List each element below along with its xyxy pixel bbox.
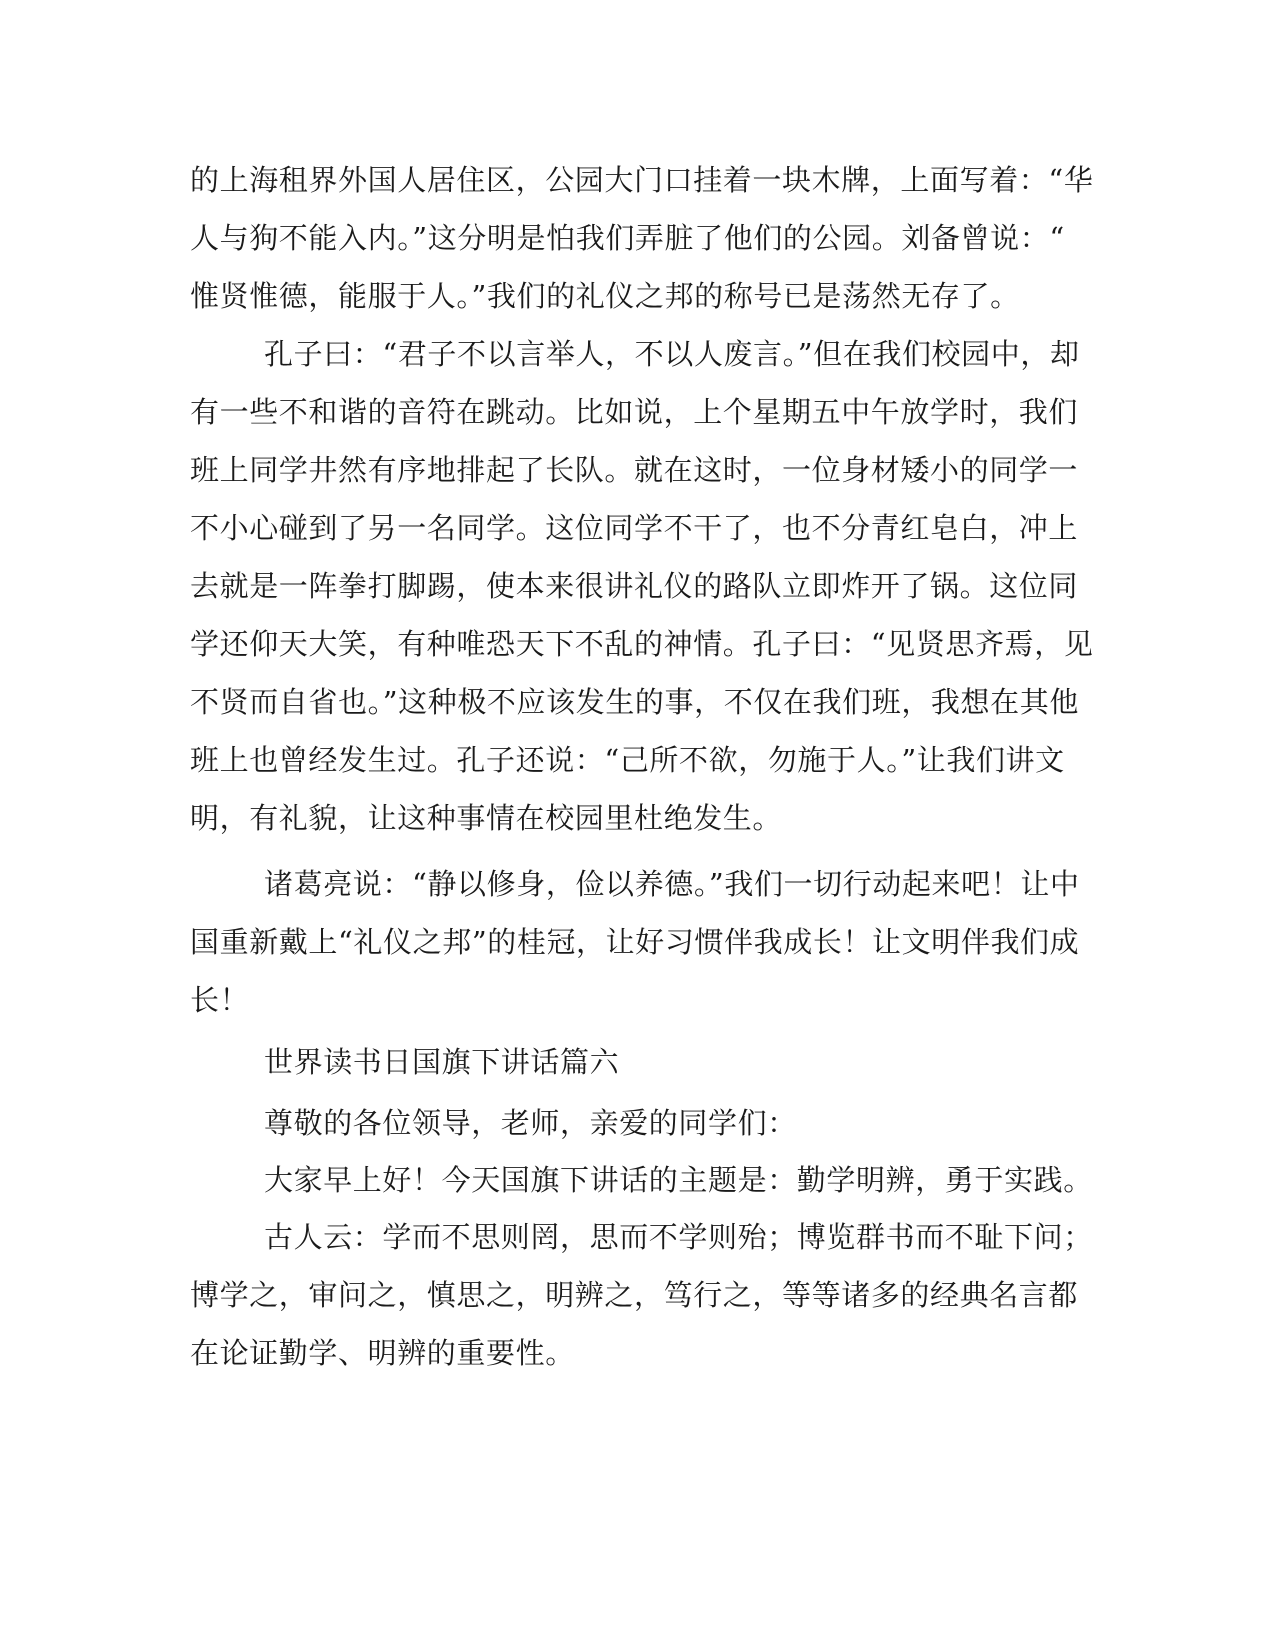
text-line: 不贤而自省也。”这种极不应该发生的事，不仅在我们班，我想在其他 (190, 685, 1079, 719)
text-line: 博学之，审问之，慎思之，明辨之，笃行之，等等诸多的经典名言都 (190, 1278, 1079, 1312)
text-line: 长！ (190, 983, 250, 1017)
text-line: 人与狗不能入内。”这分明是怕我们弄脏了他们的公园。刘备曾说：“ (190, 221, 1065, 255)
text-line: 明，有礼貌，让这种事情在校园里杜绝发生。 (190, 801, 783, 835)
text-line: 不小心碰到了另一名同学。这位同学不干了，也不分青红皂白，冲上 (190, 511, 1079, 545)
paragraph-start-line: 古人云：学而不思则罔，思而不学则殆；博览群书而不耻下问； (264, 1220, 1093, 1254)
text-line: 的上海租界外国人居住区，公园大门口挂着一块木牌，上面写着：“华 (190, 163, 1094, 197)
text-line: 班上也曾经发生过。孔子还说：“己所不欲，勿施于人。”让我们讲文 (190, 743, 1065, 777)
text-line: 有一些不和谐的音符在跳动。比如说，上个星期五中午放学时，我们 (190, 395, 1079, 429)
text-line: 惟贤惟德，能服于人。”我们的礼仪之邦的称号已是荡然无存了。 (190, 279, 1020, 313)
text-line: 在论证勤学、明辨的重要性。 (190, 1336, 575, 1370)
section-heading: 世界读书日国旗下讲话篇六 (264, 1045, 620, 1079)
text-line: 去就是一阵拳打脚踢，使本来很讲礼仪的路队立即炸开了锅。这位同 (190, 569, 1079, 603)
text-line: 国重新戴上“礼仪之邦”的桂冠，让好习惯伴我成长！让文明伴我们成 (190, 925, 1080, 959)
salutation-line: 尊敬的各位领导，老师，亲爱的同学们： (264, 1106, 797, 1140)
paragraph-start-line: 诸葛亮说：“静以修身，俭以养德。”我们一切行动起来吧！让中 (264, 867, 1080, 901)
paragraph-start-line: 孔子曰：“君子不以言举人，不以人废言。”但在我们校园中，却 (264, 337, 1080, 371)
text-line: 班上同学井然有序地排起了长队。就在这时，一位身材矮小的同学一 (190, 453, 1079, 487)
greeting-line: 大家早上好！今天国旗下讲话的主题是：勤学明辨，勇于实践。 (264, 1163, 1093, 1197)
text-line: 学还仰天大笑，有种唯恐天下不乱的神情。孔子曰：“见贤思齐焉，见 (190, 627, 1094, 661)
